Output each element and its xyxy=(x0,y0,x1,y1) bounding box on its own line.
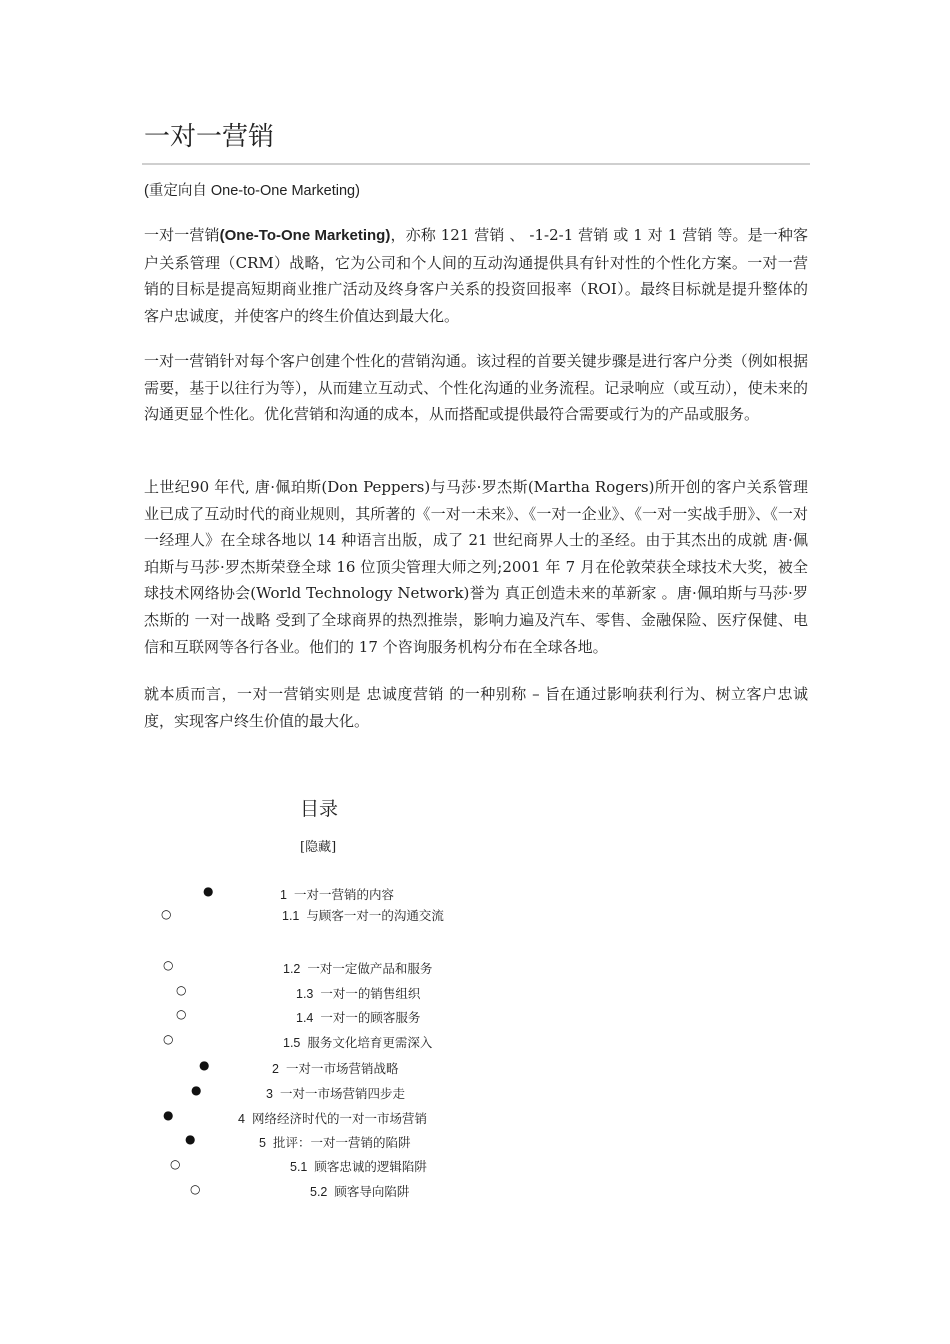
toc-text: 网络经济时代的一对一市场营销 xyxy=(251,1111,427,1126)
toc-bullet-open: ○ xyxy=(163,958,174,972)
toc-number: 3 xyxy=(266,1087,273,1101)
toc-bullet-filled: ● xyxy=(191,1083,202,1097)
toc-text: 顾客导向陷阱 xyxy=(334,1184,410,1199)
toc-text: 顾客忠诚的逻辑陷阱 xyxy=(314,1159,427,1174)
toc-number: 2 xyxy=(272,1062,279,1076)
toc-bullet-open: ○ xyxy=(176,983,187,997)
toc-link-5[interactable] xyxy=(259,1133,410,1151)
toc-number: 1.5 xyxy=(283,1036,301,1050)
toc-text: 一对一市场营销四步走 xyxy=(279,1086,405,1101)
toc-link-1-3[interactable] xyxy=(296,984,420,1002)
toc-bullet-filled: ● xyxy=(199,1058,210,1072)
toc-number: 4 xyxy=(238,1112,245,1126)
toc-bullet-filled: ● xyxy=(185,1132,196,1146)
toc-link-4[interactable] xyxy=(238,1109,427,1127)
toc-bullet-open: ○ xyxy=(163,1032,174,1046)
toc-text: 一对一市场营销战略 xyxy=(285,1061,399,1076)
toc-text: 与顾客一对一的沟通交流 xyxy=(306,908,444,923)
toc-text: 一对一的顾客服务 xyxy=(320,1010,421,1025)
toc-number: 5 xyxy=(259,1136,266,1150)
toc-text: 批评：一对一营销的陷阱 xyxy=(272,1135,411,1150)
toc-text: 一对一定做产品和服务 xyxy=(307,961,433,976)
toc-number: 1.1 xyxy=(282,909,300,923)
toc-bullet-open: ○ xyxy=(176,1007,187,1021)
toc-bullet-filled: ● xyxy=(163,1108,174,1122)
toc-title: 目录 xyxy=(300,798,339,820)
redirect-note: (重定向自 One-to-One Marketing) xyxy=(144,183,360,199)
toc-text: 一对一的销售组织 xyxy=(320,986,421,1001)
toc-link-5-1[interactable] xyxy=(290,1157,427,1175)
intro-lead: 一对一营销 xyxy=(144,226,220,244)
toc-link-1-4[interactable] xyxy=(296,1008,420,1026)
toc-text: 服务文化培育更需深入 xyxy=(307,1035,433,1050)
toc-number: 1 xyxy=(280,888,287,902)
paragraph-essence: 就本质而言，一对一营销实则是 忠诚度营销 的一种别称 – 旨在通过影响获利行为、树立客户忠诚度，实现客户终生价值的最大化。 xyxy=(144,685,808,730)
paragraph-process: 一对一营销针对每个客户创建个性化的营销沟通。该过程的首要关键步骤是进行客户分类（例如根据需要，基于以往行为等），从而建立互动式、个性化沟通的业务流程。记录响应（或互动），使未来的沟通更显个性化。优化营销和沟通的成本，从而搭配或提供最符合需要或行为的产品或服务。 xyxy=(144,352,808,424)
toc-link-1[interactable] xyxy=(280,885,394,903)
toc-link-2[interactable] xyxy=(272,1059,398,1077)
toc-bullet-open: ○ xyxy=(170,1157,181,1171)
toc-number: 1.3 xyxy=(296,987,314,1001)
toc-number: 1.2 xyxy=(283,962,301,976)
toc-link-1-1[interactable] xyxy=(282,903,447,929)
paragraph-history: 上世纪90 年代, 唐·佩珀斯(Don Peppers)与马莎·罗杰斯(Martha Rogers)所开创的客户关系管理业已成了互动时代的商业规则，其所著的《一对一未来》、《一对一企业》、《一对一实战手册》、《一对一经理人》在全球各地以 14 种语言出版，成了 21 世纪商界人士的圣经。由于其杰出的成就 唐·佩珀斯与马莎·罗杰斯荣登全球 16 位顶尖管理大师之列;2001 年 7 月在伦敦荣获全球技术大奖，被全球技术网络协会(World Technology Network)誉为 真正创造未来的革新家 。唐·佩珀斯与马莎·罗杰斯的 一对一战略 受到了全球商界的热烈推崇，影响力遍及汽车、零售、金融保险、医疗保健、电信和互联网等各行各业。他们的 17 个咨询服务机构分布在全球各地。 xyxy=(144,478,808,656)
title-divider xyxy=(142,163,810,165)
toc-number: 5.1 xyxy=(290,1160,308,1174)
toc-link-3[interactable] xyxy=(266,1084,405,1102)
toc-hide-link[interactable]: [隐藏] xyxy=(300,840,337,855)
toc-number: 5.2 xyxy=(310,1185,328,1199)
toc-text: 一对一营销的内容 xyxy=(293,887,394,902)
toc-bullet-open: ○ xyxy=(161,907,172,921)
toc-bullet-open: ○ xyxy=(190,1182,201,1196)
intro-rest: ，亦称 121 营销 、 -1-2-1 营销 或 1 对 1 营销 等。是一种客户关系管理（CRM）战略，它为公司和个人间的互动沟通提供具有针对性的个性化方案。一对一营销的目标是提高短期商业推广活动及终身客户关系的投资回报率（ROI）。最终目标就是提升整体的客户忠诚度，并使客户的终生价值达到最大化。 xyxy=(144,226,808,325)
toc-bullet-filled: ● xyxy=(203,884,214,898)
toc-link-5-2[interactable] xyxy=(310,1182,409,1200)
toc-link-1-5[interactable] xyxy=(283,1033,432,1051)
toc-link-1-2[interactable] xyxy=(283,959,432,977)
intro-bold-term: (One-To-One Marketing) xyxy=(219,227,391,244)
toc-number: 1.4 xyxy=(296,1011,314,1025)
page-title: 一对一营销 xyxy=(144,122,275,152)
paragraph-intro xyxy=(144,222,808,329)
